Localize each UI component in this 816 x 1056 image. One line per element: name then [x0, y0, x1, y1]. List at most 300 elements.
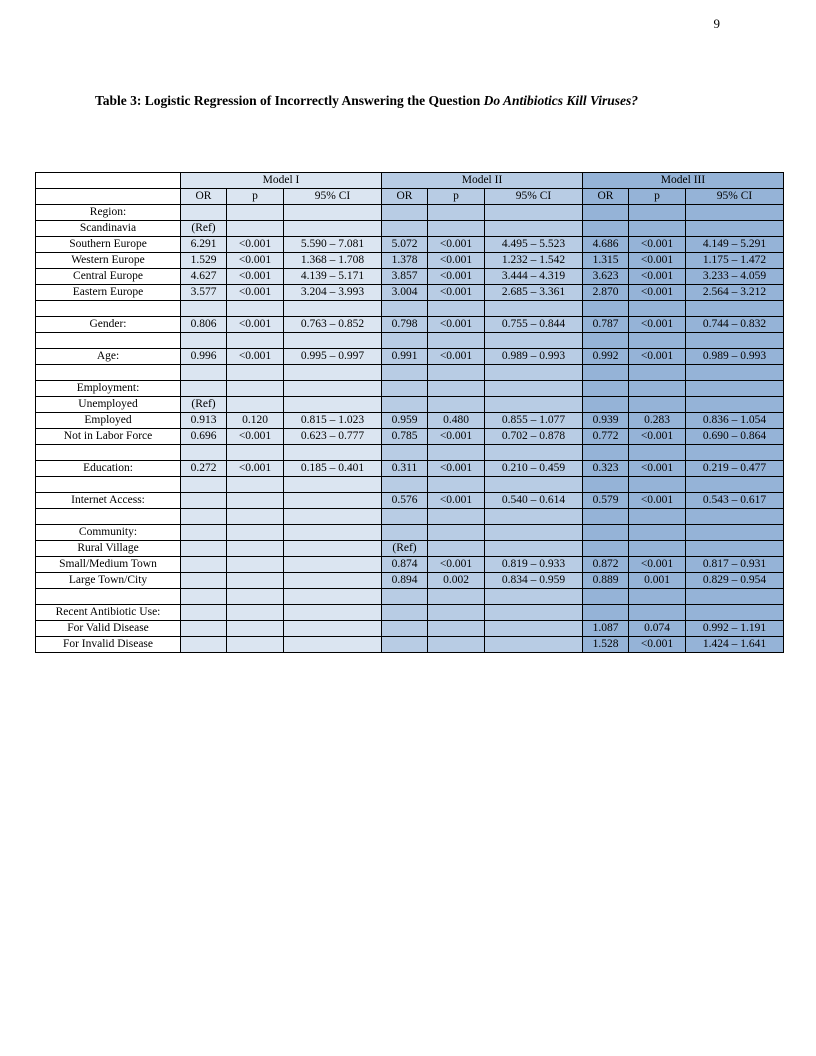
- data-cell: [428, 509, 485, 525]
- data-cell: [284, 621, 382, 637]
- data-cell: 0.806: [181, 317, 227, 333]
- data-cell: 0.874: [382, 557, 428, 573]
- data-cell: 0.185 – 0.401: [284, 461, 382, 477]
- data-cell: [227, 493, 284, 509]
- data-cell: [382, 637, 428, 653]
- table-body: [36, 205, 784, 653]
- data-cell: 1.528: [583, 637, 629, 653]
- row-label: Unemployed: [36, 397, 181, 413]
- data-cell: [284, 541, 382, 557]
- data-cell: <0.001: [629, 493, 686, 509]
- table-row: [36, 621, 784, 637]
- row-label: Rural Village: [36, 541, 181, 557]
- data-cell: [686, 221, 784, 237]
- table-row: [36, 429, 784, 445]
- row-label: [36, 365, 181, 381]
- page-number: 9: [713, 16, 720, 31]
- data-cell: [428, 205, 485, 221]
- data-cell: [227, 381, 284, 397]
- data-cell: [181, 621, 227, 637]
- data-cell: [583, 301, 629, 317]
- data-cell: 3.004: [382, 285, 428, 301]
- data-cell: <0.001: [629, 253, 686, 269]
- regression-table: [35, 172, 784, 653]
- data-cell: 1.175 – 1.472: [686, 253, 784, 269]
- data-cell: <0.001: [629, 557, 686, 573]
- data-cell: [485, 221, 583, 237]
- data-cell: 0.480: [428, 413, 485, 429]
- data-cell: [227, 365, 284, 381]
- data-cell: 0.219 – 0.477: [686, 461, 784, 477]
- data-cell: 2.685 – 3.361: [485, 285, 583, 301]
- row-label: Southern Europe: [36, 237, 181, 253]
- data-cell: 4.149 – 5.291: [686, 237, 784, 253]
- model-3-header: Model III: [583, 173, 784, 189]
- data-cell: 0.798: [382, 317, 428, 333]
- data-cell: [583, 477, 629, 493]
- col-header-ci: 95% CI: [686, 189, 784, 205]
- data-cell: [382, 205, 428, 221]
- table-row: [36, 365, 784, 381]
- data-cell: <0.001: [629, 269, 686, 285]
- data-cell: [485, 333, 583, 349]
- data-cell: <0.001: [629, 637, 686, 653]
- data-cell: [227, 205, 284, 221]
- data-cell: [181, 637, 227, 653]
- data-cell: [583, 205, 629, 221]
- data-cell: <0.001: [629, 317, 686, 333]
- data-cell: [382, 525, 428, 541]
- data-cell: [227, 573, 284, 589]
- data-cell: 0.785: [382, 429, 428, 445]
- data-cell: <0.001: [428, 429, 485, 445]
- data-cell: [485, 541, 583, 557]
- data-cell: 5.072: [382, 237, 428, 253]
- data-cell: [227, 589, 284, 605]
- data-cell: [284, 333, 382, 349]
- row-label: Western Europe: [36, 253, 181, 269]
- data-cell: [284, 445, 382, 461]
- row-label: [36, 477, 181, 493]
- row-label: Not in Labor Force: [36, 429, 181, 445]
- table-caption: [95, 93, 689, 110]
- data-cell: [284, 589, 382, 605]
- data-cell: [629, 205, 686, 221]
- data-cell: <0.001: [428, 493, 485, 509]
- data-cell: <0.001: [428, 557, 485, 573]
- data-cell: 4.139 – 5.171: [284, 269, 382, 285]
- data-cell: [428, 541, 485, 557]
- data-cell: [686, 541, 784, 557]
- data-cell: 0.074: [629, 621, 686, 637]
- table-row: [36, 221, 784, 237]
- data-cell: 0.996: [181, 349, 227, 365]
- data-cell: [485, 477, 583, 493]
- data-cell: <0.001: [629, 349, 686, 365]
- data-cell: [629, 397, 686, 413]
- data-cell: 0.576: [382, 493, 428, 509]
- data-cell: [428, 525, 485, 541]
- row-label: Community:: [36, 525, 181, 541]
- data-cell: [181, 477, 227, 493]
- data-cell: [284, 205, 382, 221]
- data-cell: [629, 477, 686, 493]
- data-cell: 0.001: [629, 573, 686, 589]
- row-label: Eastern Europe: [36, 285, 181, 301]
- data-cell: <0.001: [428, 349, 485, 365]
- data-cell: <0.001: [227, 461, 284, 477]
- table-row: [36, 333, 784, 349]
- data-cell: <0.001: [428, 269, 485, 285]
- row-label: Large Town/City: [36, 573, 181, 589]
- data-cell: [382, 477, 428, 493]
- data-cell: 0.995 – 0.997: [284, 349, 382, 365]
- table-row: [36, 381, 784, 397]
- data-cell: [583, 221, 629, 237]
- data-cell: [485, 621, 583, 637]
- data-cell: [284, 301, 382, 317]
- data-cell: 0.819 – 0.933: [485, 557, 583, 573]
- data-cell: 4.627: [181, 269, 227, 285]
- data-cell: 2.870: [583, 285, 629, 301]
- table-row: [36, 589, 784, 605]
- data-cell: [284, 397, 382, 413]
- data-cell: [181, 301, 227, 317]
- data-cell: [181, 525, 227, 541]
- row-label: Small/Medium Town: [36, 557, 181, 573]
- data-cell: [485, 525, 583, 541]
- data-cell: [686, 525, 784, 541]
- data-cell: [583, 333, 629, 349]
- data-cell: [629, 221, 686, 237]
- table-row: [36, 493, 784, 509]
- column-header-row: [36, 189, 784, 205]
- data-cell: [485, 365, 583, 381]
- data-cell: [583, 365, 629, 381]
- data-cell: 0.690 – 0.864: [686, 429, 784, 445]
- data-cell: [485, 445, 583, 461]
- col-header-ci: 95% CI: [284, 189, 382, 205]
- data-cell: 0.834 – 0.959: [485, 573, 583, 589]
- table-row: [36, 397, 784, 413]
- row-label: [36, 589, 181, 605]
- data-cell: [227, 509, 284, 525]
- data-cell: [686, 365, 784, 381]
- col-header-p: p: [629, 189, 686, 205]
- data-cell: 4.495 – 5.523: [485, 237, 583, 253]
- data-cell: (Ref): [382, 541, 428, 557]
- data-cell: [686, 477, 784, 493]
- data-cell: [284, 493, 382, 509]
- data-cell: [583, 397, 629, 413]
- data-cell: [686, 605, 784, 621]
- data-cell: (Ref): [181, 221, 227, 237]
- data-cell: [227, 301, 284, 317]
- data-cell: [485, 301, 583, 317]
- data-cell: [382, 365, 428, 381]
- table-row: [36, 557, 784, 573]
- data-cell: [485, 637, 583, 653]
- data-cell: [686, 301, 784, 317]
- data-cell: 3.857: [382, 269, 428, 285]
- data-cell: 0.540 – 0.614: [485, 493, 583, 509]
- row-label: Region:: [36, 205, 181, 221]
- data-cell: 0.836 – 1.054: [686, 413, 784, 429]
- table-row: [36, 253, 784, 269]
- col-header-or: OR: [382, 189, 428, 205]
- row-label: Scandinavia: [36, 221, 181, 237]
- data-cell: [227, 605, 284, 621]
- data-cell: [583, 381, 629, 397]
- data-cell: 0.815 – 1.023: [284, 413, 382, 429]
- data-cell: 0.991: [382, 349, 428, 365]
- data-cell: 0.002: [428, 573, 485, 589]
- row-label: Age:: [36, 349, 181, 365]
- data-cell: 0.763 – 0.852: [284, 317, 382, 333]
- col-header-or: OR: [583, 189, 629, 205]
- table-row: [36, 525, 784, 541]
- data-cell: 3.623: [583, 269, 629, 285]
- data-cell: 0.772: [583, 429, 629, 445]
- data-cell: 0.696: [181, 429, 227, 445]
- data-cell: 0.894: [382, 573, 428, 589]
- data-cell: 0.744 – 0.832: [686, 317, 784, 333]
- data-cell: [284, 637, 382, 653]
- data-cell: [284, 477, 382, 493]
- data-cell: 1.368 – 1.708: [284, 253, 382, 269]
- data-cell: 1.315: [583, 253, 629, 269]
- row-label: Education:: [36, 461, 181, 477]
- data-cell: [686, 509, 784, 525]
- data-cell: 0.855 – 1.077: [485, 413, 583, 429]
- data-cell: [629, 365, 686, 381]
- data-cell: <0.001: [227, 285, 284, 301]
- data-cell: [428, 637, 485, 653]
- data-cell: [284, 381, 382, 397]
- row-label: For Invalid Disease: [36, 637, 181, 653]
- row-label: For Valid Disease: [36, 621, 181, 637]
- data-cell: [181, 365, 227, 381]
- data-cell: 0.702 – 0.878: [485, 429, 583, 445]
- data-cell: [382, 221, 428, 237]
- table-row: [36, 237, 784, 253]
- header-spacer-cell: [36, 189, 181, 205]
- data-cell: [181, 445, 227, 461]
- data-cell: [181, 557, 227, 573]
- col-header-ci: 95% CI: [485, 189, 583, 205]
- table-row: [36, 205, 784, 221]
- row-label: [36, 445, 181, 461]
- data-cell: [629, 509, 686, 525]
- data-cell: [428, 621, 485, 637]
- data-cell: 3.233 – 4.059: [686, 269, 784, 285]
- data-cell: 1.378: [382, 253, 428, 269]
- data-cell: <0.001: [227, 237, 284, 253]
- data-cell: 0.311: [382, 461, 428, 477]
- data-cell: 0.989 – 0.993: [686, 349, 784, 365]
- data-cell: [227, 525, 284, 541]
- data-cell: 0.992: [583, 349, 629, 365]
- data-cell: <0.001: [428, 285, 485, 301]
- data-cell: 0.989 – 0.993: [485, 349, 583, 365]
- data-cell: <0.001: [629, 285, 686, 301]
- data-cell: [428, 381, 485, 397]
- data-cell: 0.939: [583, 413, 629, 429]
- data-cell: [382, 589, 428, 605]
- data-cell: [181, 509, 227, 525]
- table-row: [36, 413, 784, 429]
- data-cell: <0.001: [227, 253, 284, 269]
- data-cell: [485, 605, 583, 621]
- data-cell: [181, 205, 227, 221]
- data-cell: [227, 637, 284, 653]
- data-cell: 0.272: [181, 461, 227, 477]
- data-cell: [181, 573, 227, 589]
- data-cell: [686, 397, 784, 413]
- data-cell: 0.959: [382, 413, 428, 429]
- data-cell: [227, 621, 284, 637]
- table-row: [36, 637, 784, 653]
- data-cell: [284, 221, 382, 237]
- header-spacer-cell: [36, 173, 181, 189]
- data-cell: [428, 301, 485, 317]
- data-cell: [181, 589, 227, 605]
- data-cell: [382, 445, 428, 461]
- data-cell: [629, 605, 686, 621]
- data-cell: [583, 541, 629, 557]
- data-cell: 3.577: [181, 285, 227, 301]
- data-cell: [382, 333, 428, 349]
- data-cell: 1.087: [583, 621, 629, 637]
- col-header-p: p: [227, 189, 284, 205]
- data-cell: 0.889: [583, 573, 629, 589]
- data-cell: [428, 605, 485, 621]
- data-cell: 2.564 – 3.212: [686, 285, 784, 301]
- data-cell: [629, 445, 686, 461]
- data-cell: 0.283: [629, 413, 686, 429]
- data-cell: [181, 605, 227, 621]
- data-cell: [382, 605, 428, 621]
- table-row: [36, 269, 784, 285]
- table-row: [36, 509, 784, 525]
- data-cell: [686, 333, 784, 349]
- data-cell: [227, 557, 284, 573]
- data-cell: 3.204 – 3.993: [284, 285, 382, 301]
- data-cell: [629, 589, 686, 605]
- table-row: [36, 461, 784, 477]
- data-cell: [686, 445, 784, 461]
- table-row: [36, 301, 784, 317]
- row-label: Employed: [36, 413, 181, 429]
- data-cell: [284, 557, 382, 573]
- data-cell: [428, 589, 485, 605]
- data-cell: [485, 589, 583, 605]
- data-cell: 0.817 – 0.931: [686, 557, 784, 573]
- data-cell: <0.001: [227, 269, 284, 285]
- table-row: [36, 285, 784, 301]
- data-cell: <0.001: [428, 461, 485, 477]
- data-cell: [485, 205, 583, 221]
- data-cell: 0.623 – 0.777: [284, 429, 382, 445]
- data-cell: [284, 509, 382, 525]
- data-cell: [227, 397, 284, 413]
- data-cell: [227, 445, 284, 461]
- data-cell: [583, 605, 629, 621]
- data-cell: <0.001: [629, 429, 686, 445]
- model-1-header: Model I: [181, 173, 382, 189]
- data-cell: [629, 525, 686, 541]
- data-cell: <0.001: [428, 317, 485, 333]
- data-cell: 0.787: [583, 317, 629, 333]
- row-label: [36, 333, 181, 349]
- data-cell: [583, 525, 629, 541]
- data-cell: 0.210 – 0.459: [485, 461, 583, 477]
- data-cell: 0.579: [583, 493, 629, 509]
- data-cell: [485, 381, 583, 397]
- row-label: Gender:: [36, 317, 181, 333]
- data-cell: 0.543 – 0.617: [686, 493, 784, 509]
- table-row: [36, 605, 784, 621]
- data-cell: [428, 221, 485, 237]
- data-cell: [629, 381, 686, 397]
- data-cell: [382, 621, 428, 637]
- data-cell: <0.001: [428, 253, 485, 269]
- data-cell: [686, 381, 784, 397]
- data-cell: <0.001: [227, 317, 284, 333]
- data-cell: 0.872: [583, 557, 629, 573]
- data-cell: [428, 333, 485, 349]
- table-row: [36, 477, 784, 493]
- data-cell: 5.590 – 7.081: [284, 237, 382, 253]
- model-2-header: Model II: [382, 173, 583, 189]
- data-cell: [686, 589, 784, 605]
- table-caption-question: Do Antibiotics Kill Viruses?: [483, 93, 639, 108]
- data-cell: [629, 333, 686, 349]
- data-cell: [428, 365, 485, 381]
- data-cell: (Ref): [181, 397, 227, 413]
- data-cell: 1.529: [181, 253, 227, 269]
- row-label: Internet Access:: [36, 493, 181, 509]
- data-cell: [382, 397, 428, 413]
- data-cell: [583, 589, 629, 605]
- data-cell: [284, 573, 382, 589]
- data-cell: <0.001: [629, 237, 686, 253]
- data-cell: [583, 509, 629, 525]
- row-label: Employment:: [36, 381, 181, 397]
- data-cell: [629, 301, 686, 317]
- data-cell: [583, 445, 629, 461]
- data-cell: 1.424 – 1.641: [686, 637, 784, 653]
- data-cell: 1.232 – 1.542: [485, 253, 583, 269]
- data-cell: [382, 509, 428, 525]
- data-cell: 0.913: [181, 413, 227, 429]
- data-cell: [485, 509, 583, 525]
- data-cell: [382, 381, 428, 397]
- model-header-row: [36, 173, 784, 189]
- data-cell: [181, 541, 227, 557]
- data-cell: 0.755 – 0.844: [485, 317, 583, 333]
- table-row: [36, 541, 784, 557]
- data-cell: [284, 605, 382, 621]
- data-cell: <0.001: [629, 461, 686, 477]
- data-cell: [629, 541, 686, 557]
- data-cell: 4.686: [583, 237, 629, 253]
- data-cell: 6.291: [181, 237, 227, 253]
- table-row: [36, 349, 784, 365]
- data-cell: <0.001: [428, 237, 485, 253]
- table-caption-text: Table 3: Logistic Regression of Incorrectly Answering the Question: [95, 93, 484, 108]
- data-cell: 0.992 – 1.191: [686, 621, 784, 637]
